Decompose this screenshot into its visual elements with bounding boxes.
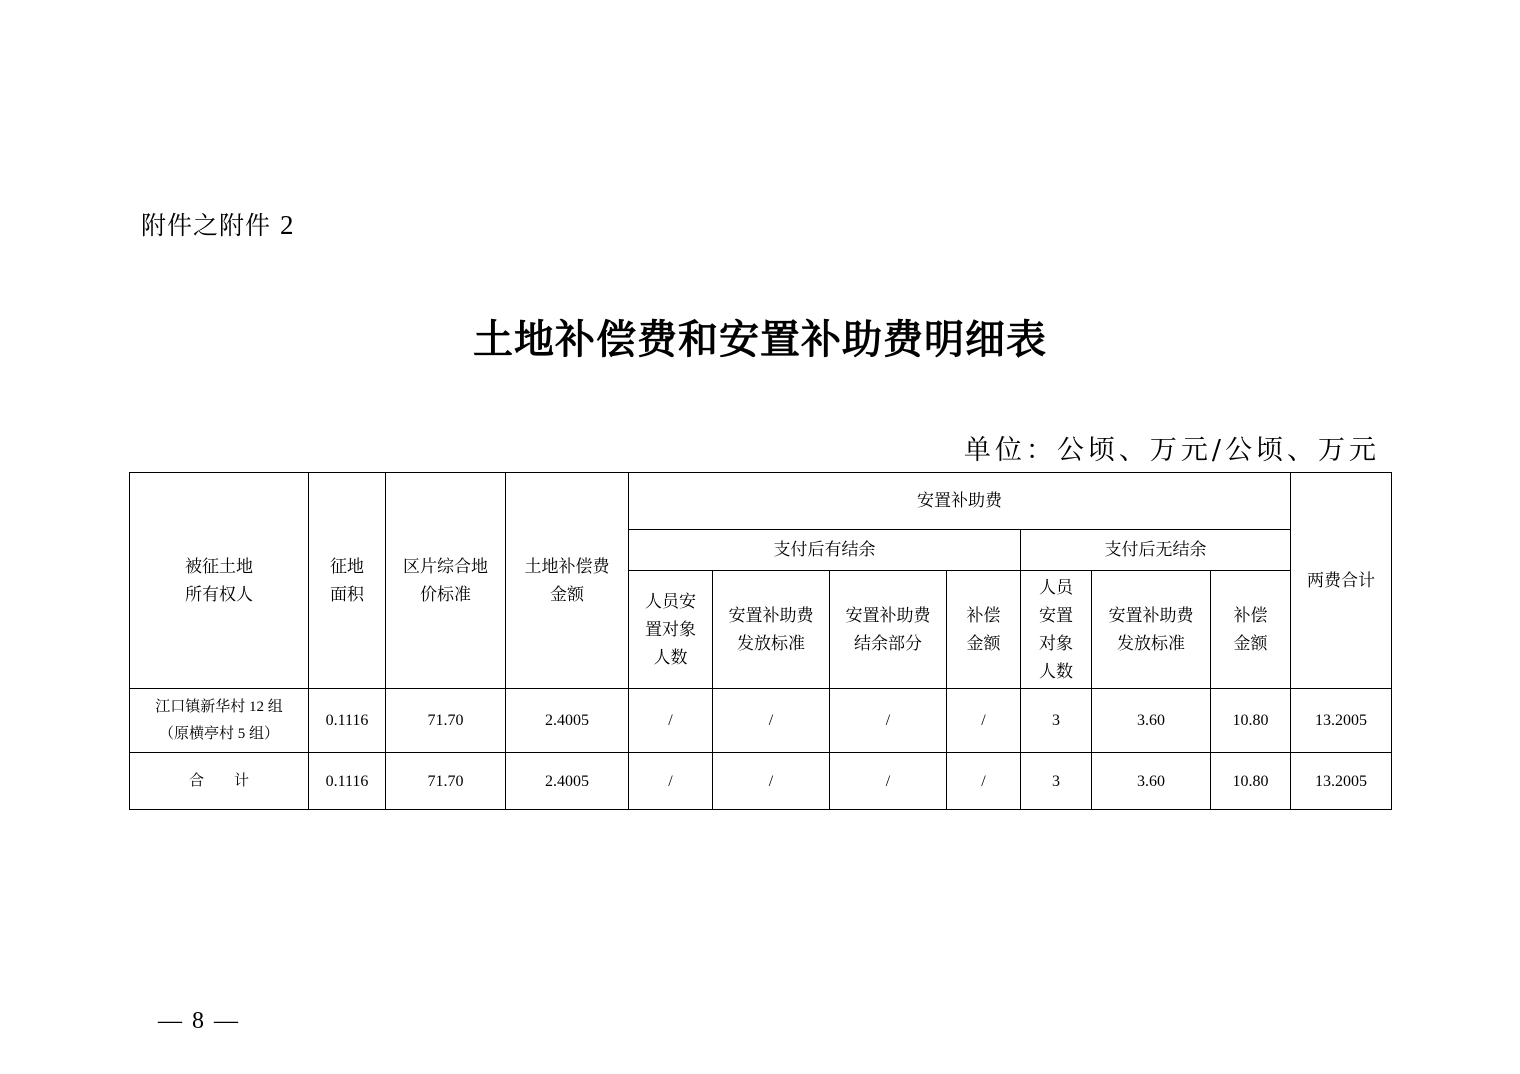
cell-nb-standard: 3.60	[1092, 689, 1211, 753]
cell-summary-wb-standard: /	[713, 753, 830, 810]
cell-wb-standard: /	[713, 689, 830, 753]
unit-note: 单位：公顷、万元/公顷、万元	[963, 435, 1380, 466]
header-with-balance: 支付后有结余	[629, 530, 1021, 571]
table-row	[130, 689, 1392, 753]
attachment-label-text: 附件之附件	[141, 211, 272, 240]
header-price-standard: 区片综合地 价标准	[386, 473, 506, 689]
header-wb-amount: 补偿 金额	[947, 571, 1021, 689]
cell-summary-wb-amount: /	[947, 753, 1021, 810]
compensation-table	[129, 472, 1392, 810]
attachment-label	[141, 206, 294, 242]
header-nb-standard: 安置补助费 发放标准	[1092, 571, 1211, 689]
cell-wb-amount: /	[947, 689, 1021, 753]
cell-summary-label: 合 计	[130, 753, 309, 810]
header-wb-surplus: 安置补助费 结余部分	[830, 571, 947, 689]
header-land-compensation: 土地补偿费 金额	[506, 473, 629, 689]
header-total: 两费合计	[1291, 473, 1392, 689]
header-nb-amount: 补偿 金额	[1211, 571, 1291, 689]
cell-nb-amount: 10.80	[1211, 689, 1291, 753]
header-area: 征地 面积	[309, 473, 386, 689]
cell-summary-wb-persons: /	[629, 753, 713, 810]
summary-row	[130, 753, 1392, 810]
cell-summary-price: 71.70	[386, 753, 506, 810]
cell-summary-wb-surplus: /	[830, 753, 947, 810]
cell-price: 71.70	[386, 689, 506, 753]
header-resettlement-subsidy: 安置补助费	[629, 473, 1291, 530]
header-owner: 被征土地 所有权人	[130, 473, 309, 689]
attachment-number: 2	[279, 210, 295, 240]
header-wb-standard: 安置补助费 发放标准	[713, 571, 830, 689]
cell-summary-land-comp: 2.4005	[506, 753, 629, 810]
cell-owner: 江口镇新华村 12 组 （原横亭村 5 组）	[130, 689, 309, 753]
cell-summary-area: 0.1116	[309, 753, 386, 810]
cell-total: 13.2005	[1291, 689, 1392, 753]
cell-summary-total: 13.2005	[1291, 753, 1392, 810]
header-nb-persons: 人员 安置 对象 人数	[1021, 571, 1092, 689]
header-wb-persons: 人员安 置对象 人数	[629, 571, 713, 689]
document-title: 土地补偿费和安置补助费明细表	[473, 316, 1047, 363]
header-without-balance: 支付后无结余	[1021, 530, 1291, 571]
cell-area: 0.1116	[309, 689, 386, 753]
cell-nb-persons: 3	[1021, 689, 1092, 753]
cell-summary-nb-amount: 10.80	[1211, 753, 1291, 810]
cell-land-comp: 2.4005	[506, 689, 629, 753]
page-number: — 8 —	[158, 1008, 240, 1034]
cell-wb-persons: /	[629, 689, 713, 753]
cell-wb-surplus: /	[830, 689, 947, 753]
cell-summary-nb-standard: 3.60	[1092, 753, 1211, 810]
cell-summary-nb-persons: 3	[1021, 753, 1092, 810]
